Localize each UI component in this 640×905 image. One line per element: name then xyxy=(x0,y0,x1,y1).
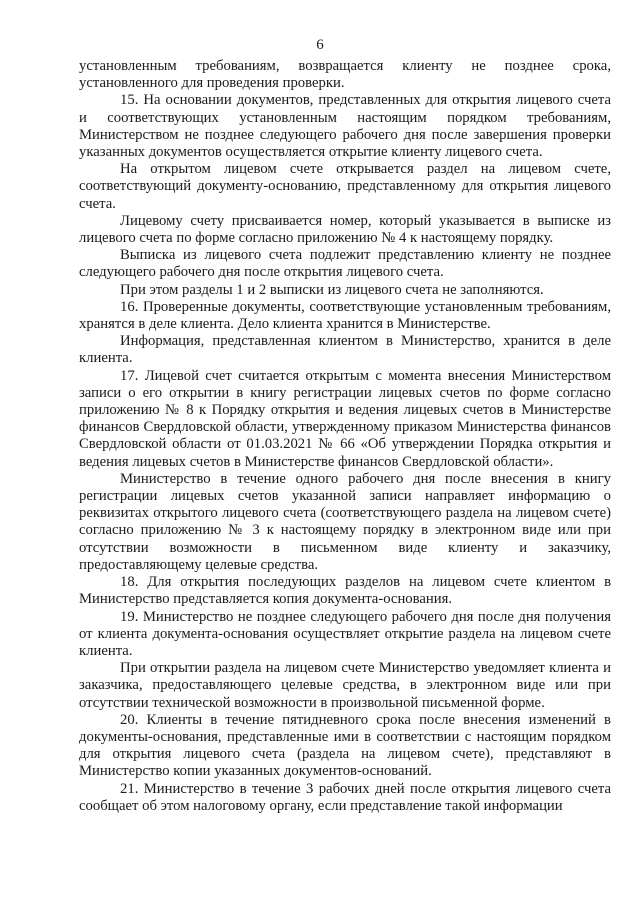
paragraph-section-opening: На открытом лицевом счете открывается раздел на лицевом счете, соответствующий документу-основанию, представленному для открытия лицевого счета. xyxy=(79,161,611,212)
paragraph-19: 19. Министерство не позднее следующего рабочего дня после дня получения от клиента документа-основания осуществляет открытие раздела на лицевом счете клиента. xyxy=(79,608,611,659)
paragraph-account-number: Лицевому счету присваивается номер, который указывается в выписке из лицевого счета по форме согласно приложению № 4 к настоящему порядку. xyxy=(79,212,611,247)
paragraph-21: 21. Министерство в течение 3 рабочих дней после открытия лицевого счета сообщает об этом налоговому органу, если представление такой информации xyxy=(79,780,611,814)
paragraph-information-storage: Информация, представленная клиентом в Министерство, хранится в деле клиента. xyxy=(79,333,611,367)
paragraph-18: 18. Для открытия последующих разделов на лицевом счете клиентом в Министерство представляется копия документа-основания. xyxy=(79,574,611,608)
document-body xyxy=(79,58,611,815)
paragraph-17: 17. Лицевой счет считается открытым с момента внесения Министерством записи о его открытии в книгу регистрации лицевых счетов по форме согласно приложению № 8 к Порядку открытия и ведения лицевых счетов в Министерстве финансов Свердловской области, утвержденному приказом Министерства финансов Свердловской области от 01.03.2021 № 66 «Об утверждении Порядка открытия и ведения лицевых счетов в Министерстве финансов Свердловской области». xyxy=(79,367,611,470)
paragraph-statement: Выписка из лицевого счета подлежит представлению клиенту не позднее следующего рабочего дня после открытия лицевого счета. xyxy=(79,247,611,281)
paragraph-16: 16. Проверенные документы, соответствующие установленным требованиям, хранятся в деле клиента. Дело клиента хранится в Министерстве. xyxy=(79,298,611,333)
paragraph-sections-not-filled: При этом разделы 1 и 2 выписки из лицевого счета не заполняются. xyxy=(120,281,544,298)
paragraph-ministry-notification: Министерство в течение одного рабочего дня после внесения в книгу регистрации лицевых счетов указанной записи направляет информацию о реквизитах открытого лицевого счета (соответствующего раздела на лицевом счете) согласно приложению № 3 к настоящему порядку в электронном виде или при отсутствии возможности в письменном виде клиенту и заказчику, предоставляющему целевые средства. xyxy=(79,470,611,573)
paragraph-continuation: установленным требованиям, возвращается клиенту не позднее срока, установленного для проведения проверки. xyxy=(79,58,611,92)
paragraph-20: 20. Клиенты в течение пятидневного срока после внесения изменений в документы-основания, представленные ими в соответствии с настоящим порядком для открытия лицевого счета (раздела на лицевом счете), представляют в Министерство копии указанных документов-оснований. xyxy=(79,711,611,780)
paragraph-section-notification: При открытии раздела на лицевом счете Министерство уведомляет клиента и заказчика, предоставляющего целевые средства, в электронном виде или при отсутствии технической возможности в произвольной письменной форме. xyxy=(79,660,611,711)
paragraph-15: 15. На основании документов, представленных для открытия лицевого счета и соответствующих установленным настоящим порядком требованиям, Министерством не позднее следующего рабочего дня после завершения проверки указанных документов осуществляется открытие клиенту лицевого счета. xyxy=(79,92,611,161)
page-number: 6 xyxy=(316,37,324,53)
